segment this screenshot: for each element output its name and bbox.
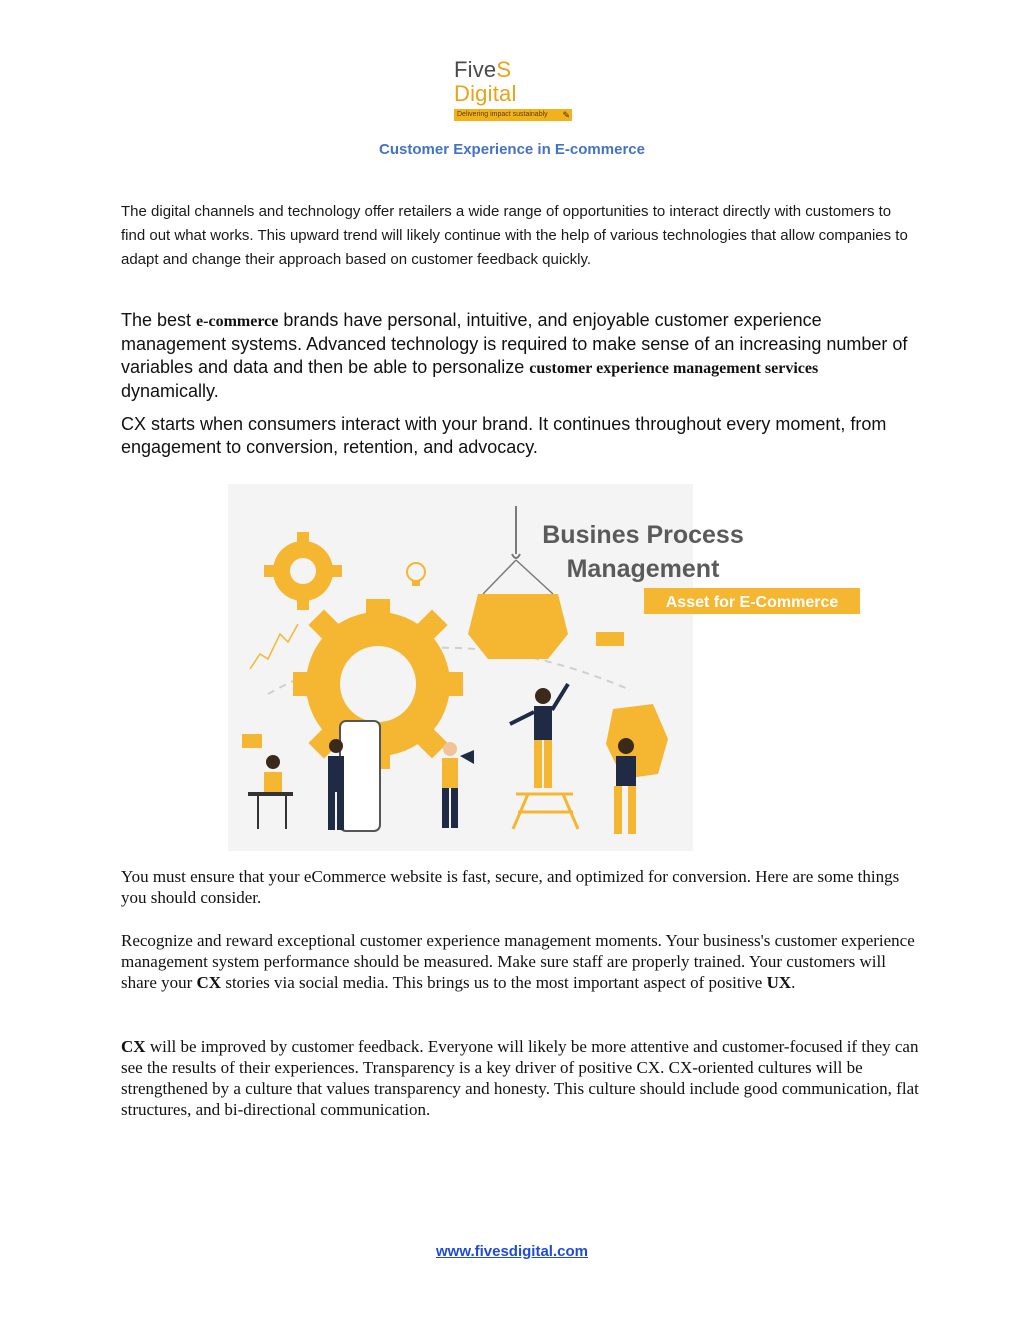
page-title: Customer Experience in E-commerce [379,141,645,158]
logo-tagline: Delivering impact sustainably ✎ [454,109,572,121]
card-icon [596,632,624,646]
paragraph-cx-feedback: CX will be improved by customer feedback. Everyone will likely be more attentive and customer-focused if they can see the results of their experiences. Transparency is a key driver of positive CX. CX-oriented cultures will be strengthened by a culture that values transparency and honesty. This culture should include good communication, flat structures, and bi-directional communication. [121,1037,919,1119]
intro-paragraph: The digital channels and technology offer retailers a wide range of opportunities to interact directly with customers to find out what works. This upward trend will likely continue with the help of various technologies that allow companies to adapt and change their approach based on customer feedback quickly. [121,203,908,268]
bpm-illustration [228,484,839,851]
footer [0,1243,1024,1260]
illustration-heading-line2: Management [566,555,720,583]
paragraph-ensure-website: You must ensure that your eCommerce website is fast, secure, and optimized for conversion. Here are some things you should consider. [121,867,900,907]
paragraph-recognize-reward: Recognize and reward exceptional customer experience management moments. Your business's customer experience management system performance should be measured. Make sure staff are properly trained. Your customers will share your CX stories via social media. This brings us to the most important aspect of positive UX. [121,931,915,992]
chat-bubble-icon [242,734,262,748]
bold-term: CX [196,973,222,992]
bold-term: customer experience management services [529,360,819,377]
paragraph-cx-starts: CX starts when consumers interact with your brand. It continues throughout every moment, from engagement to conversion, retention, and advocacy. [121,414,887,457]
website-link[interactable]: www.fivesdigital.com [436,1243,588,1260]
illustration-svg [228,484,839,851]
illustration-heading-line1: Busines Process [542,521,744,549]
bold-term: CX [121,1037,146,1056]
bold-term: e-commerce [196,313,279,330]
bold-term: UX [766,973,792,992]
paragraph-ecommerce-brands: The best e-commerce brands have personal, intuitive, and enjoyable customer experience management systems. Advanced technology is required to make sense of an increasing number of variables and data and then be able to personalize customer experience management services dynamically. [121,310,908,401]
phone-icon [340,721,380,831]
illustration-badge: Asset for E-Commerce [665,594,839,611]
brand-logo [454,58,576,121]
pen-icon: ✎ [562,110,570,120]
logo-wordmark: FiveS Digital [454,57,517,106]
